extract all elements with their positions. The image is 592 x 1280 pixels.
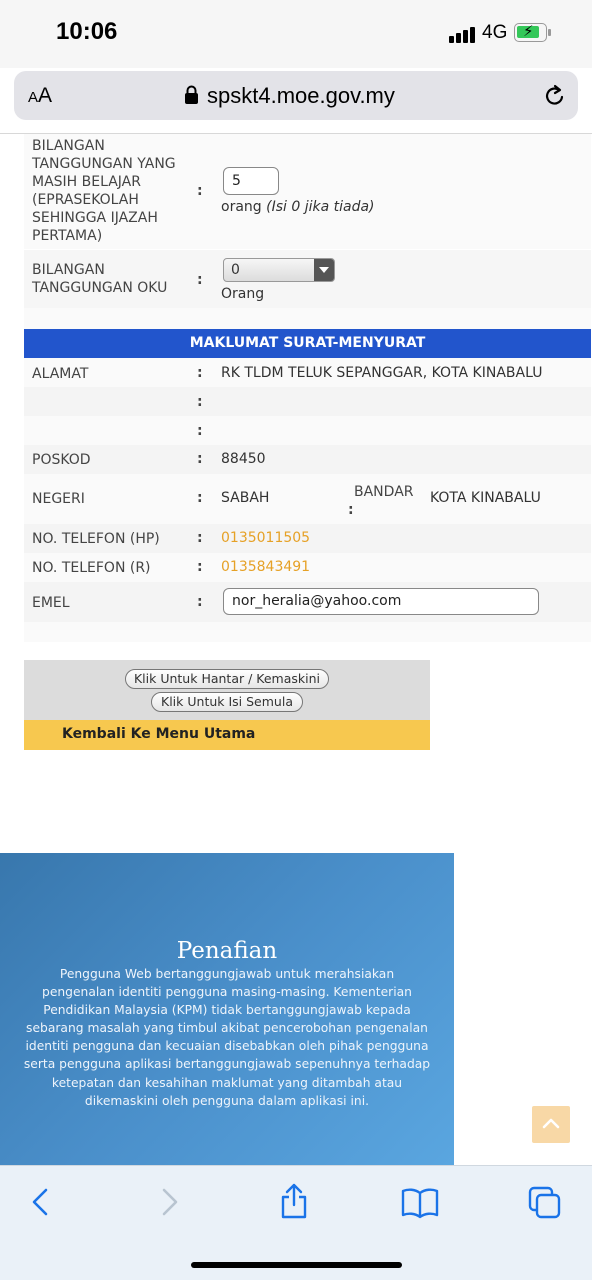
reload-icon[interactable]: [543, 84, 567, 108]
city-value: KOTA KINABALU: [430, 490, 541, 506]
scroll-to-top-button[interactable]: [532, 1106, 570, 1143]
tabs-icon[interactable]: [527, 1185, 563, 1221]
colon: :: [348, 502, 354, 518]
phone-hp-link[interactable]: 0135011505: [221, 530, 311, 546]
phone-home-label: NO. TELEFON (R): [32, 560, 151, 576]
postcode-value: 88450: [221, 451, 266, 467]
lock-icon: [184, 85, 199, 105]
dependents-studying-label: BILANGAN TANGGUNGAN YANG MASIH BELAJAR (EPRASEKOLAH SEHINGGA IJAZAH PERTAMA): [32, 138, 176, 244]
disclaimer-text: Pengguna Web bertanggungjawab untuk merahsiakan pengenalan identiti pengguna masing-masing. Kementerian Pendidikan Malaysia (KPM) tidak bertanggungjawab kepada sebarang masalah yang timbul akibat pencerobohan pengenalan identiti pengguna dan kecuaian disebabkan oleh pihak pengguna serta pengguna aplikasi bertanggungjawab sepenuhnya terhadap ketepatan dan kesahihan maklumat yang ditambah atau dikemaskini oleh pengguna dalam aplikasi ini.: [23, 967, 431, 1108]
email-label: EMEL: [32, 595, 70, 611]
city-label: BANDAR: [354, 484, 414, 500]
home-indicator: [191, 1262, 402, 1268]
colon: :: [197, 183, 203, 199]
share-icon[interactable]: [279, 1183, 309, 1219]
back-to-menu-link[interactable]: Kembali Ke Menu Utama: [62, 726, 256, 742]
spacer-row: [24, 622, 591, 642]
scroll-top-icon: [532, 1106, 570, 1143]
postcode-label: POSKOD: [32, 452, 91, 468]
form-row-address-3: [24, 416, 591, 445]
colon: :: [197, 272, 203, 288]
dependents-oku-label: BILANGAN TANGGUNGAN OKU: [32, 262, 168, 296]
submit-button[interactable]: Klik Untuk Hantar / Kemaskini: [125, 669, 329, 689]
forward-icon[interactable]: [156, 1187, 182, 1217]
dependents-studying-input[interactable]: 5: [223, 167, 279, 195]
address-value: RK TLDM TELUK SEPANGGAR, KOTA KINABALU: [221, 365, 543, 381]
address-label: ALAMAT: [32, 366, 89, 382]
spacer-row: [24, 308, 591, 329]
dependents-oku-note: Orang: [221, 286, 265, 302]
back-to-menu-bar[interactable]: [24, 720, 430, 750]
back-icon[interactable]: [28, 1187, 54, 1217]
colon: :: [197, 559, 203, 575]
colon: :: [197, 490, 203, 506]
colon: :: [197, 530, 203, 546]
dependents-oku-select[interactable]: 0: [223, 258, 335, 282]
battery-icon: ⚡: [514, 23, 547, 42]
colon: :: [197, 394, 203, 410]
state-label: NEGERI: [32, 491, 85, 507]
disclaimer-title: Penafian: [176, 938, 278, 964]
dependents-studying-note: orang (Isi 0 jika tiada): [221, 199, 375, 215]
text-size-button[interactable]: AA: [28, 84, 53, 107]
phone-hp-label: NO. TELEFON (HP): [32, 531, 160, 547]
network-type: 4G: [482, 22, 508, 43]
colon: :: [197, 451, 203, 467]
colon: :: [197, 423, 203, 439]
email-field[interactable]: nor_heralia@yahoo.com: [223, 588, 539, 615]
form-row-postcode: [24, 445, 591, 474]
bookmarks-icon[interactable]: [401, 1187, 439, 1219]
reset-button[interactable]: Klik Untuk Isi Semula: [151, 692, 303, 712]
colon: :: [197, 365, 203, 381]
signal-icon: [449, 24, 477, 43]
section-header-correspondence: MAKLUMAT SURAT-MENYURAT: [24, 329, 591, 358]
status-time: 10:06: [56, 18, 118, 45]
chevron-down-icon: [314, 259, 334, 281]
phone-home-link[interactable]: 0135843491: [221, 559, 311, 575]
form-row-address-2: [24, 387, 591, 416]
colon: :: [197, 594, 203, 610]
state-value: SABAH: [221, 490, 270, 506]
url-text[interactable]: spskt4.moe.gov.my: [207, 83, 395, 108]
